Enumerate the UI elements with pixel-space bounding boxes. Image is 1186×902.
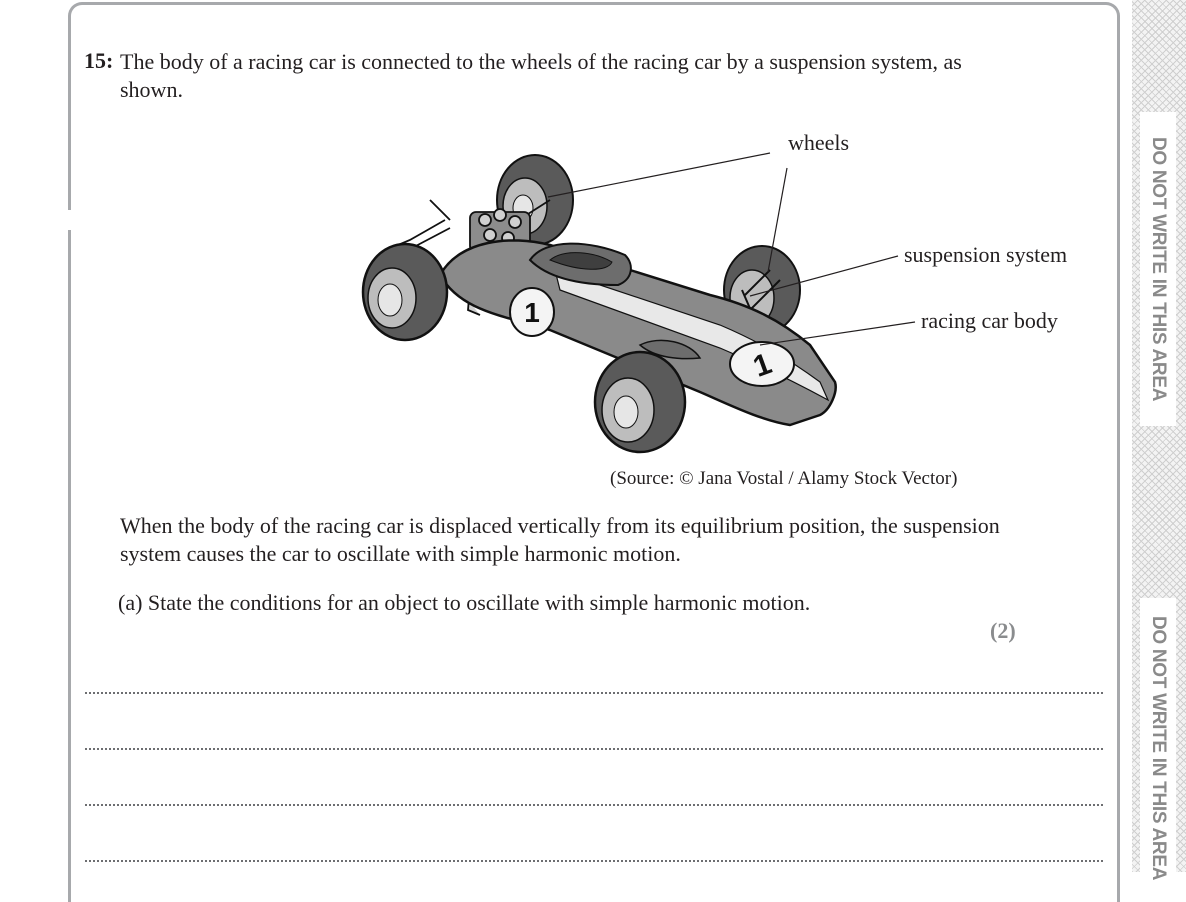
label-suspension-system: suspension system: [904, 242, 1068, 267]
number-roundel-side: [510, 288, 554, 336]
front-left-wheel: [595, 352, 685, 452]
rear-right-wheel: [363, 244, 447, 340]
part-a-marks: (2): [990, 618, 1016, 643]
margin-warning-bottom: DO NOT WRITE IN THIS AREA: [1140, 598, 1176, 898]
car-number-side: 1: [524, 297, 540, 328]
question-number: 15:: [84, 48, 114, 73]
answer-line-1[interactable]: [85, 692, 1103, 694]
part-a-text: (a) State the conditions for an object to oscillate with simple harmonic motion.: [118, 590, 811, 615]
racing-car-drawing: [350, 120, 1110, 470]
answer-line-3[interactable]: [85, 804, 1103, 806]
car-number-nose: 1: [749, 347, 776, 384]
answer-line-4[interactable]: [85, 860, 1103, 862]
label-wheels: wheels: [788, 130, 850, 155]
frame-gap: [64, 210, 74, 230]
question-paragraph: When the body of the racing car is displaced vertically from its equilibrium position, the suspension system causes the car to oscillate with simple harmonic motion.: [120, 513, 1000, 566]
racing-car-figure: [350, 120, 1110, 470]
question-intro: The body of a racing car is connected to the wheels of the racing car by a suspension system, as shown.: [120, 49, 962, 102]
label-racing-car-body: racing car body: [921, 308, 1058, 333]
number-roundel-nose: [730, 342, 794, 386]
margin-warning-top: DO NOT WRITE IN THIS AREA: [1140, 112, 1176, 426]
answer-line-2[interactable]: [85, 748, 1103, 750]
figure-source: (Source: © Jana Vostal / Alamy Stock Vector): [610, 468, 958, 489]
